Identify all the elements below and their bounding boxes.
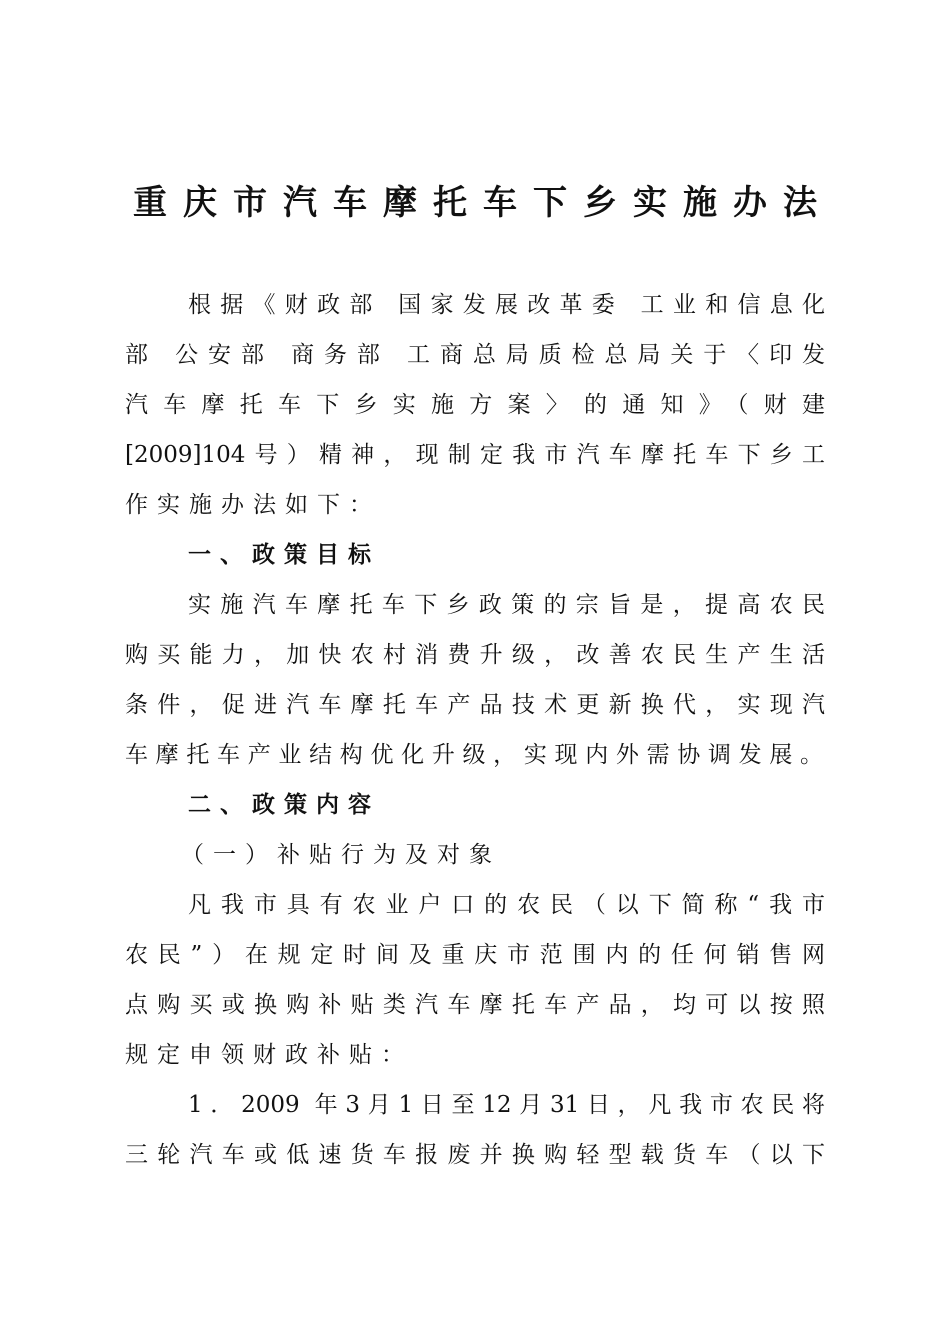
paragraph-line: 三轮汽车或低速货车报废并换购轻型载货车（以下 xyxy=(125,1142,825,1168)
paragraph-line: 作实施办法如下： xyxy=(125,492,381,518)
paragraph-line: 农民”）在规定时间及重庆市范围内的任何销售网 xyxy=(125,942,825,968)
paragraph-line: 根据《财政部 国家发展改革委 工业和信息化 xyxy=(188,292,825,318)
section-heading-policy-goal: 一、政策目标 xyxy=(188,542,380,568)
paragraph-line: 汽车摩托车下乡实施方案〉的通知》（财建 xyxy=(125,392,825,418)
subsection-heading: （一）补贴行为及对象 xyxy=(181,842,501,868)
paragraph-line: 条件，促进汽车摩托车产品技术更新换代，实现汽 xyxy=(125,692,825,718)
paragraph-line: 部 公安部 商务部 工商总局质检总局关于〈印发 xyxy=(125,342,825,368)
paragraph-line: 凡我市具有农业户口的农民（以下简称“我市 xyxy=(188,892,825,918)
document-body xyxy=(125,280,825,1180)
paragraph-line: 实施汽车摩托车下乡政策的宗旨是，提高农民 xyxy=(188,592,825,618)
document-title: 重庆市汽车摩托车下乡实施办法 xyxy=(133,183,833,223)
paragraph-line: 1．2009 年3月1日至12月31日，凡我市农民将 xyxy=(188,1092,825,1118)
paragraph-line: 规定申领财政补贴： xyxy=(125,1042,413,1068)
paragraph-line: 车摩托车产业结构优化升级，实现内外需协调发展。 xyxy=(125,742,825,768)
paragraph-line: [2009]104号）精神，现制定我市汽车摩托车下乡工 xyxy=(125,442,825,468)
section-heading-policy-content: 二、政策内容 xyxy=(188,792,380,818)
paragraph-line: 点购买或换购补贴类汽车摩托车产品，均可以按照 xyxy=(125,992,825,1018)
paragraph-line: 购买能力，加快农村消费升级，改善农民生产生活 xyxy=(125,642,825,668)
